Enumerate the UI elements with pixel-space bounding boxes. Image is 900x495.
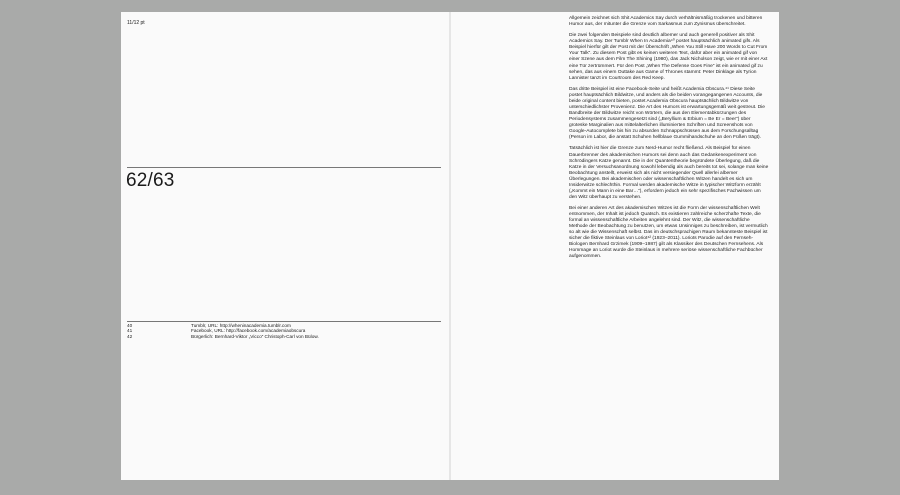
footnote-number: 40 (127, 323, 133, 328)
top-rule (127, 167, 441, 168)
right-page (451, 12, 779, 480)
paragraph: Bei einer anderen Art des akademischen Witzes ist die Form der wissenschaftlichen Welt entnommen, der Inhalt ist jedoch Quatsch. Es existieren zahlreiche scherzhafte Texte, die formal an wissenschaftliche Arbeiten angelehnt sind. Der Witz, die wissenschaftliche Methode der Beobachtung zu benutzen, um etwas Unsinniges zu beschreiben, ist vermutlich so alt wie die Wissenschaft selbst. Das im deutschsprachigen Raum bekannteste Beispiel ist sicher die fiktive Steinlaus von Loriot⁴² (1923–2011). Loriots Parodie auf den Fernseh-Biologen Bernhard Grzimek (1909–1987) gilt als Klassiker des Deutschen Fernsehens. Als Hommage an Loriot wurde die Steinlaus in mehrere seriöse wissenschaftliche Fachbücher aufgenommen. (569, 206, 768, 260)
footnote-text: Facebook, URL: http://facebook.com/academiaobscura (191, 328, 306, 334)
page-numbers: 62/63 (126, 170, 175, 191)
footnotes (127, 323, 441, 339)
paragraph: Die zwei folgenden Beispiele sind deutlich albemer und auch generell positiver als Shit Academics Say. Der Tumblr When In Academia⁴⁰ postet hauptsächlich animated gifs. Als Beispiel hierfür gilt der Post mit der Überschrift „When You Still Have 200 Words to Cut From Your Talk“. Zu diesem Post gibt es keinen weiteren Text, dafür aber ein animated gif von einer Szene aus dem Film The Shining (1980), das Jack Nicholson zeigt, wie er mit einer Axt eine Tür zertrümmert. Für den Post „When The Defense Goes Fine“ ist ein animated gif zu sehen, das aus einem Outtake aus Game of Thrones stammt: Peter Dinklage als Tyrion Lannister tanzt im Courtroom des Red Keep. (569, 33, 768, 81)
size-label: 11/12 pt (127, 20, 145, 26)
paragraph: Tatsächlich ist hier die Grenze zum Nerd-Humor recht fließend. Als Beispiel für einen Dauerbrenner des akademischen Humors sei denn auch das Gedankenexperiment von Schrödingers Katze genannt. Die in der Quantentheorie begründete Überlegung, daß die Katze in der Versuchsanordnung sowohl lebendig als auch bereits tot sei, solange man keine Beobachtung anstellt, erweist sich als nicht versiegender Quell allerlei albemer Überlegungen. Bei akademischen oder wissenschaftlichen Witzen handelt es sich um Insiderwitze schlechthin. Formal werden akademische Witze in typischer Witzform erzählt („Kommt ein Mann in eine Bar…“), erfordern jedoch ein sehr spezifisches Fachwissen um den Witz überhaupt zu verstehen. (569, 146, 769, 200)
footnote-text: Tumblr, URL: http://wheninacademia.tumblr.com (191, 323, 291, 328)
footnote-text: Bürgerlich: Bernhard-Viktor „Vicco“ Christoph-Carl von Bülow. (191, 333, 319, 339)
left-page (121, 12, 449, 480)
body-text (569, 16, 769, 266)
footnote-number: 42 (127, 333, 133, 339)
paragraph: Allgemein zeichnet sich Shit Academics Say durch verhältnismäßig trockenen und bitteren Humor aus, der mitunter die Grenze vom Sarkasmus zum Zynismus überschreitet. (569, 16, 763, 28)
paragraph: Das dritte Beispiel ist eine Facebook-Seite und heißt Academia Obscura.⁴¹ Diese Seite postet hauptsächlich Bildwitze, und anders als die beiden vorangegangenen Accounts, die beide original content bieten, postet Academia Obscura hauptsächlich Bildwitze von unterschiedlichster Provenienz. Die Art des Humors ist erwartungsgemäß weit gestreut. Die Bandbreite der Bildwitze reicht von Wörtern, die aus den Elementabkürzungen des Periodensystems zusammengesetzt sind („Beryllium & Erbium = Be Er = Beer“) über groteske Marginalien aus mittelalterlichen illuminierten Schriften und Screenshots von Google-Autocomplete bis hin zu absurden Schnappschüssen aus dem Forschungsalltag (Person im Labor, die anstatt Schuhen hellblaue Gummihandschuhe an den Füßen trägt). (569, 86, 765, 141)
footnote-number: 41 (127, 328, 133, 334)
footnote-rule (127, 321, 441, 322)
footnote-row (127, 334, 441, 339)
